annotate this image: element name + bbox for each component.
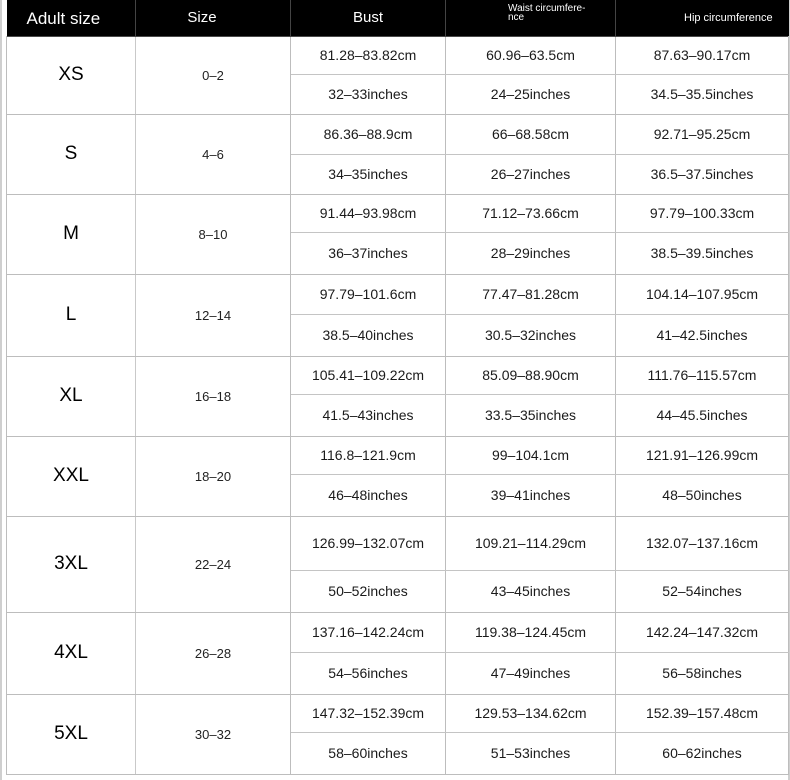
- bust-inches-value: 32–33inches: [291, 74, 446, 114]
- waist-inches-value: 51–53inches: [446, 732, 616, 774]
- bust-inches-value: 41.5–43inches: [291, 394, 446, 436]
- bust-cm-value: 116.8–121.9cm: [291, 436, 446, 474]
- header-size: [136, 0, 291, 36]
- waist-inches-value: 39–41inches: [446, 474, 616, 516]
- header-row: [7, 0, 789, 36]
- hip-cm-value: 92.71–95.25cm: [616, 114, 789, 154]
- adult-size-label: L: [7, 274, 136, 356]
- table-row: [7, 612, 789, 652]
- waist-inches-value: 30.5–32inches: [446, 314, 616, 356]
- hip-cm-value: 121.91–126.99cm: [616, 436, 789, 474]
- waist-cm-value: 119.38–124.45cm: [446, 612, 616, 652]
- hip-inches-value: 38.5–39.5inches: [616, 232, 789, 274]
- hip-cm-value: 142.24–147.32cm: [616, 612, 789, 652]
- adult-size-label: 5XL: [7, 694, 136, 774]
- bust-inches-value: 58–60inches: [291, 732, 446, 774]
- adult-size-label: 4XL: [7, 612, 136, 694]
- bust-inches-value: 50–52inches: [291, 570, 446, 612]
- size-range: 18–20: [136, 436, 291, 516]
- header-bust-label: Bust: [352, 9, 383, 27]
- bust-inches-value: 46–48inches: [291, 474, 446, 516]
- waist-cm-value: 129.53–134.62cm: [446, 694, 616, 732]
- bust-cm-value: 91.44–93.98cm: [291, 194, 446, 232]
- bust-inches-value: 38.5–40inches: [291, 314, 446, 356]
- table-header: [7, 0, 789, 36]
- waist-cm-value: 99–104.1cm: [446, 436, 616, 474]
- table-row: [7, 694, 789, 732]
- hip-inches-value: 36.5–37.5inches: [616, 154, 789, 194]
- table-row: [7, 436, 789, 474]
- header-hip: [616, 0, 789, 36]
- hip-inches-value: 44–45.5inches: [616, 394, 789, 436]
- header-size-label: Size: [187, 9, 217, 27]
- waist-inches-value: 24–25inches: [446, 74, 616, 114]
- adult-size-label: S: [7, 114, 136, 194]
- waist-inches-value: 43–45inches: [446, 570, 616, 612]
- bust-cm-value: 81.28–83.82cm: [291, 36, 446, 74]
- waist-cm-value: 109.21–114.29cm: [446, 516, 616, 570]
- waist-cm-value: 85.09–88.90cm: [446, 356, 616, 394]
- hip-cm-value: 132.07–137.16cm: [616, 516, 789, 570]
- waist-cm-value: 71.12–73.66cm: [446, 194, 616, 232]
- table-row: [7, 114, 789, 154]
- waist-cm-value: 77.47–81.28cm: [446, 274, 616, 314]
- size-range: 12–14: [136, 274, 291, 356]
- table-row: [7, 356, 789, 394]
- waist-cm-value: 60.96–63.5cm: [446, 36, 616, 74]
- size-range: 4–6: [136, 114, 291, 194]
- header-adult-size-label: Adult size: [26, 8, 101, 28]
- table-row: [7, 194, 789, 232]
- bust-inches-value: 34–35inches: [291, 154, 446, 194]
- waist-inches-value: 33.5–35inches: [446, 394, 616, 436]
- table-body: [7, 36, 789, 774]
- hip-cm-value: 104.14–107.95cm: [616, 274, 789, 314]
- bust-cm-value: 147.32–152.39cm: [291, 694, 446, 732]
- hip-inches-value: 41–42.5inches: [616, 314, 789, 356]
- adult-size-label: 3XL: [7, 516, 136, 612]
- header-waist-label: Waist circumfere-nce: [508, 3, 586, 23]
- size-range: 8–10: [136, 194, 291, 274]
- header-adult-size: [7, 0, 136, 36]
- hip-inches-value: 48–50inches: [616, 474, 789, 516]
- adult-size-label: M: [7, 194, 136, 274]
- bust-cm-value: 86.36–88.9cm: [291, 114, 446, 154]
- bust-inches-value: 36–37inches: [291, 232, 446, 274]
- hip-inches-value: 60–62inches: [616, 732, 789, 774]
- hip-cm-value: 97.79–100.33cm: [616, 194, 789, 232]
- bust-cm-value: 97.79–101.6cm: [291, 274, 446, 314]
- waist-inches-value: 28–29inches: [446, 232, 616, 274]
- hip-cm-value: 152.39–157.48cm: [616, 694, 789, 732]
- hip-inches-value: 56–58inches: [616, 652, 789, 694]
- size-range: 22–24: [136, 516, 291, 612]
- size-table: [6, 0, 789, 775]
- bust-cm-value: 105.41–109.22cm: [291, 356, 446, 394]
- adult-size-label: XL: [7, 356, 136, 436]
- waist-inches-value: 47–49inches: [446, 652, 616, 694]
- bust-cm-value: 126.99–132.07cm: [291, 516, 446, 570]
- adult-size-label: XXL: [7, 436, 136, 516]
- bust-cm-value: 137.16–142.24cm: [291, 612, 446, 652]
- table-row: [7, 516, 789, 570]
- header-hip-label: Hip circumference: [684, 11, 773, 24]
- hip-cm-value: 111.76–115.57cm: [616, 356, 789, 394]
- waist-cm-value: 66–68.58cm: [446, 114, 616, 154]
- hip-inches-value: 34.5–35.5inches: [616, 74, 789, 114]
- size-range: 16–18: [136, 356, 291, 436]
- table-row: [7, 274, 789, 314]
- size-range: 30–32: [136, 694, 291, 774]
- size-range: 0–2: [136, 36, 291, 114]
- adult-size-label: XS: [7, 36, 136, 114]
- header-bust: [291, 0, 446, 36]
- waist-inches-value: 26–27inches: [446, 154, 616, 194]
- table-row: [7, 36, 789, 74]
- hip-cm-value: 87.63–90.17cm: [616, 36, 789, 74]
- hip-inches-value: 52–54inches: [616, 570, 789, 612]
- bust-inches-value: 54–56inches: [291, 652, 446, 694]
- size-range: 26–28: [136, 612, 291, 694]
- header-waist: [446, 0, 616, 36]
